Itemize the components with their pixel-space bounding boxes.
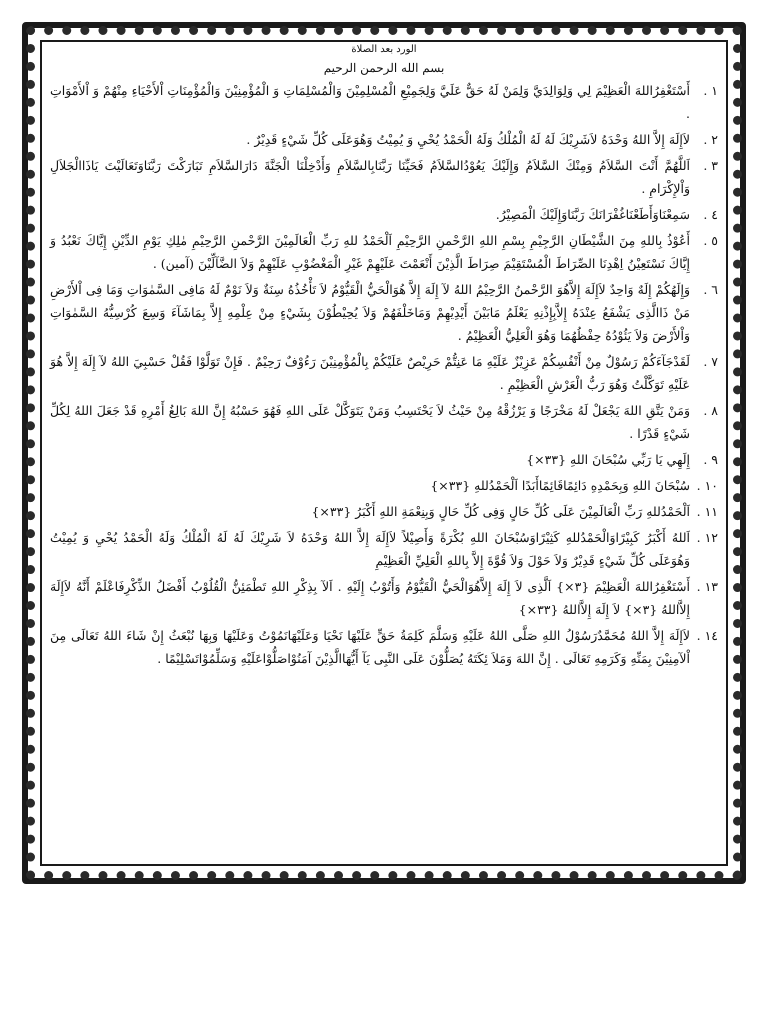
dua-list [50, 79, 718, 670]
dua-item [50, 203, 718, 226]
dua-item [50, 624, 718, 670]
dua-item [50, 79, 718, 125]
dua-text: لاَإِلَهَ إِلاَّ اللهُ وَحْدَهُ لاَشَرِيْكَ لَهُ لَهُ الْمُلْكُ وَلَهُ الْحَمْدُ يُحْيِ وَ يُمِيْتُ وَهُوَعَلَى كُلِّ شَيْءٍ قَدِيْرٌ . [246, 132, 690, 147]
dua-text: اَلْحَمْدُللهِ رَبِّ الْعَالَمِيْنَ عَلَى كُلِّ حَالٍ وَفِى كُلِّ حَالٍ وَبِنِعْمَةِ اللهِ أَكْبَرُ {٣٣×} [311, 504, 690, 519]
dua-text: وَمَنْ يَتَّقِ اللهَ يَجْعَلْ لَهُ مَخْرَجًا وَ يَرْزُقْهُ مِنْ حَيْثُ لاَ يَحْتَسِبُ وَمَنْ يَتَوَكَّلْ عَلَى اللهِ فَهُوَ حَسْبُهُ إِنَّ اللهَ بَالِغُ أَمْرِهِ قَدْ جَعَلَ اللهُ لِكُلِّ شَيْءٍ قَدْرًا . [50, 403, 690, 441]
dua-item [50, 154, 718, 200]
dua-number: ١ . [703, 83, 718, 98]
dua-number: ٧ . [703, 354, 718, 369]
dua-number: ١٣ . [696, 579, 718, 594]
dua-item [50, 350, 718, 396]
dua-item [50, 500, 718, 523]
dua-item [50, 448, 718, 471]
basmala-heading: بسم الله الرحمن الرحيم [323, 61, 445, 75]
dua-text: أَسْتَغْفِرُاللهَ الْعَظِيْمَ {٣×} اَلَّذِى لاَ إِلَهَ إِلاَّهُوَالْحَيُّ الْقَيُّوْمُ وَأَتُوْبُ إِلَيْهِ . اَلآ بِذِكْرِ اللهِ تَطْمَئِنُّ الْقُلُوْبُ أَفْضَلُ الذِّكْرِفَاعْلَمْ أَنَّهُ لاَإِلَهَ إِلاَّاللهُ {٣×} لاَ إِلَهَ إِلاَّاللهُ {٣٣×} [50, 579, 690, 617]
dua-number: ٩ . [703, 452, 718, 467]
dua-number: ٥ . [703, 233, 718, 248]
dua-item [50, 575, 718, 621]
dua-number: ١٤ . [696, 628, 718, 643]
dua-text: لَقَدْجَآءَكُمْ رَسُوْلٌ مِنْ أَنْفُسِكُمْ عَزِيْزٌ عَلَيْهِ مَا عَنِتُّمْ حَرِيْصٌ عَلَيْكُمْ بِالْمُؤْمِنِيْنَ رَءُوْفٌ رَحِيْمٌ . فَإِنْ تَوَلَّوْا فَقُلْ حَسْبِيَ اللهُ لآ إِلَهَ إِلاَّ هُوَ عَلَيْهِ تَوَكَّلْتُ وَهُوَ رَبُّ الْعَرْشِ الْعَظِيْمِ . [50, 354, 690, 392]
dua-text: إِلَهِي يَا رَبِّي سُبْحَانَ اللهِ {٣٣×} [526, 452, 690, 467]
dua-item [50, 399, 718, 445]
dua-text: سُبْحَانَ اللهِ وَبِحَمْدِهِ دَائِمًاقَائِمًاأَبَدًا اَلْحَمْدُللهِ {٣٣×} [430, 478, 690, 493]
dua-item [50, 229, 718, 275]
dua-number: ١١ . [696, 504, 718, 519]
dua-text: أَسْتَغْفِرُاللهَ الْعَظِيْمَ لِي وَلِوَالِدَيَّ وَلِمَنْ لَهُ حَقٌّ عَلَيَّ وَلِجَمِيْعِ الْمُسْلِمِيْنَ وَالْمُسْلِمَاتِ وَ الْمُؤْمِنِيْنَ وَالْمُؤْمِنَاتِ اْلأَحْيَاءِ مِنْهُمْ وَ اْلأَمْوَاتِ . [50, 83, 690, 121]
dua-item [50, 526, 718, 572]
dua-item [50, 474, 718, 497]
document-body [50, 44, 718, 673]
dua-text: اَللَّهُمَّ أَنْتَ السَّلاَمُ وَمِنْكَ السَّلاَمُ وَإِلَيْكَ يَعُوْدُالسَّلاَمُ فَحَيِّنَا رَبَّنَابِالسَّلاَمِ وَأَدْخِلْنَا الْجَنَّةَ دَارَالسَّلاَمِ تَبَارَكْتَ رَبَّنَاوَتَعَالَيْتَ يَاذَاالْجَلاَلِ وَاْلإِكْرَامِ . [50, 158, 690, 196]
dua-number: ٦ . [703, 282, 718, 297]
dua-item [50, 128, 718, 151]
dua-text: اَللهُ أَكْبَرُ كَبِيْرًاوَالْحَمْدُللهِ كَثِيْرًاوَسُبْحَانَ اللهِ بُكْرَةً وَأَصِيْلاً لاَإِلَهَ إِلاَّ اللهُ وَحْدَهُ لاَ شَرِيْكَ لَهُ لَهُ الْمُلْكُ وَلَهُ الْحَمْدُ يُحْيِ وَ يُمِيْتُ وَهُوَعَلَى كُلِّ شَيْءٍ قَدِيْرٌ وَلاَ حَوْلَ وَلاَ قُوَّةَ إِلاَّ بِاللهِ الْعَلِيِّ الْعَظِيْمِ [50, 530, 690, 568]
dua-text: وَإِلَهُكُمْ إِلَهٌ وَاحِدٌ لاَإِلَهَ إِلاَّهُوَ الرَّحْمنُ الرَّحِيْمُ اللهُ لآ إِلَهَ إِلاَّ هُوَالْحَيُّ الْقَيُّوْمُ لاَ تَأْخُذُهُ سِنَةٌ وَلاَ نَوْمٌ لَهُ مَافِى السَّمٰوَاتِ وَمَا فِى اْلأَرْضِ مَنْ ذَاالَّذِى يَشْفَعُ عِنْدَهُ إِلاَّبِإِذْنِهِ يَعْلَمُ مَابَيْنَ أَيْدِيْهِمْ وَمَاخَلْفَهُمْ وَلاَ يُحِيْطُوْنَ بِشَيْءٍ مِنْ عِلْمِهِ إِلاَّ بِمَاشَآءَ وَسِعَ كُرْسِيُّهُ السَّمٰوَاتِ وَاْلأَرْضَ وَلاَ يَئُوْدُهُ حِفْظُهُمَا وَهُوَ الْعَلِيُّ الْعَظِيْمُ . [50, 282, 690, 343]
dua-number: ١٠ . [696, 478, 718, 493]
dua-number: ٤ . [703, 207, 718, 222]
dua-text: سَمِعْنَاوَأَطَعْنَاغُفْرَانَكَ رَبَّنَاوَإِلَيْكَ الْمَصِيْرُ. [495, 207, 690, 222]
dua-text: أَعُوْذُ بِاللهِ مِنَ الشَّيْطَانِ الرَّجِيْمِ بِسْمِ اللهِ الرَّحْمنِ الرَّحِيْمِ اَلْحَمْدُ للهِ رَبِّ الْعَالَمِيْنَ الرَّحْمنِ الرَّحِيْمِ مٰلِكِ يَوْمِ الدِّيْنِ إِيَّاكَ نَعْبُدُ وَ إِيَّاكَ نَسْتَعِيْنُ اِهْدِنَا الصِّرَاطَ الْمُسْتَقِيْمَ صِرَاطَ الَّذِيْنَ أَنْعَمْتَ عَلَيْهِمْ غَيْرِ الْمَغْضُوْبِ عَلَيْهِمْ وَلاَ الضَّآلِّيْنَ (آمين) . [50, 233, 690, 271]
page-title: الورد بعد الصلاة [351, 44, 417, 55]
dua-number: ٢ . [703, 132, 718, 147]
dua-number: ٨ . [703, 403, 718, 418]
dua-text: لاَإِلَهَ إِلاَّ اللهُ مُحَمَّدٌرَسُوْلُ اللهِ صَلَّى اللهُ عَلَيْهِ وَسَلَّمَ كَلِمَةُ حَقٍّ عَلَيْهَا نَحْيَا وَعَلَيْهَانَمُوْتُ وَعَلَيْهَا وَبِهَا نُبْعَثُ إِنْ شَاءَ اللهُ تَعَالَى مِنَ اْلآمِنِيْنَ بِمَنِّهِ وَكَرَمِهِ تَعَالَى . إِنَّ اللهَ وَمَلاَ ئِكَتَهُ يُصَلُّوْنَ عَلَى النَّبِى يَآ أَيُّهَاالَّذِيْنَ آمَنُوْاصَلُّوْاعَلَيْهِ وَسَلِّمُوْاتَسْلِيْمًا . [50, 628, 690, 666]
dua-number: ٣ . [703, 158, 718, 173]
dua-item [50, 278, 718, 347]
dua-number: ١٢ . [696, 530, 718, 545]
